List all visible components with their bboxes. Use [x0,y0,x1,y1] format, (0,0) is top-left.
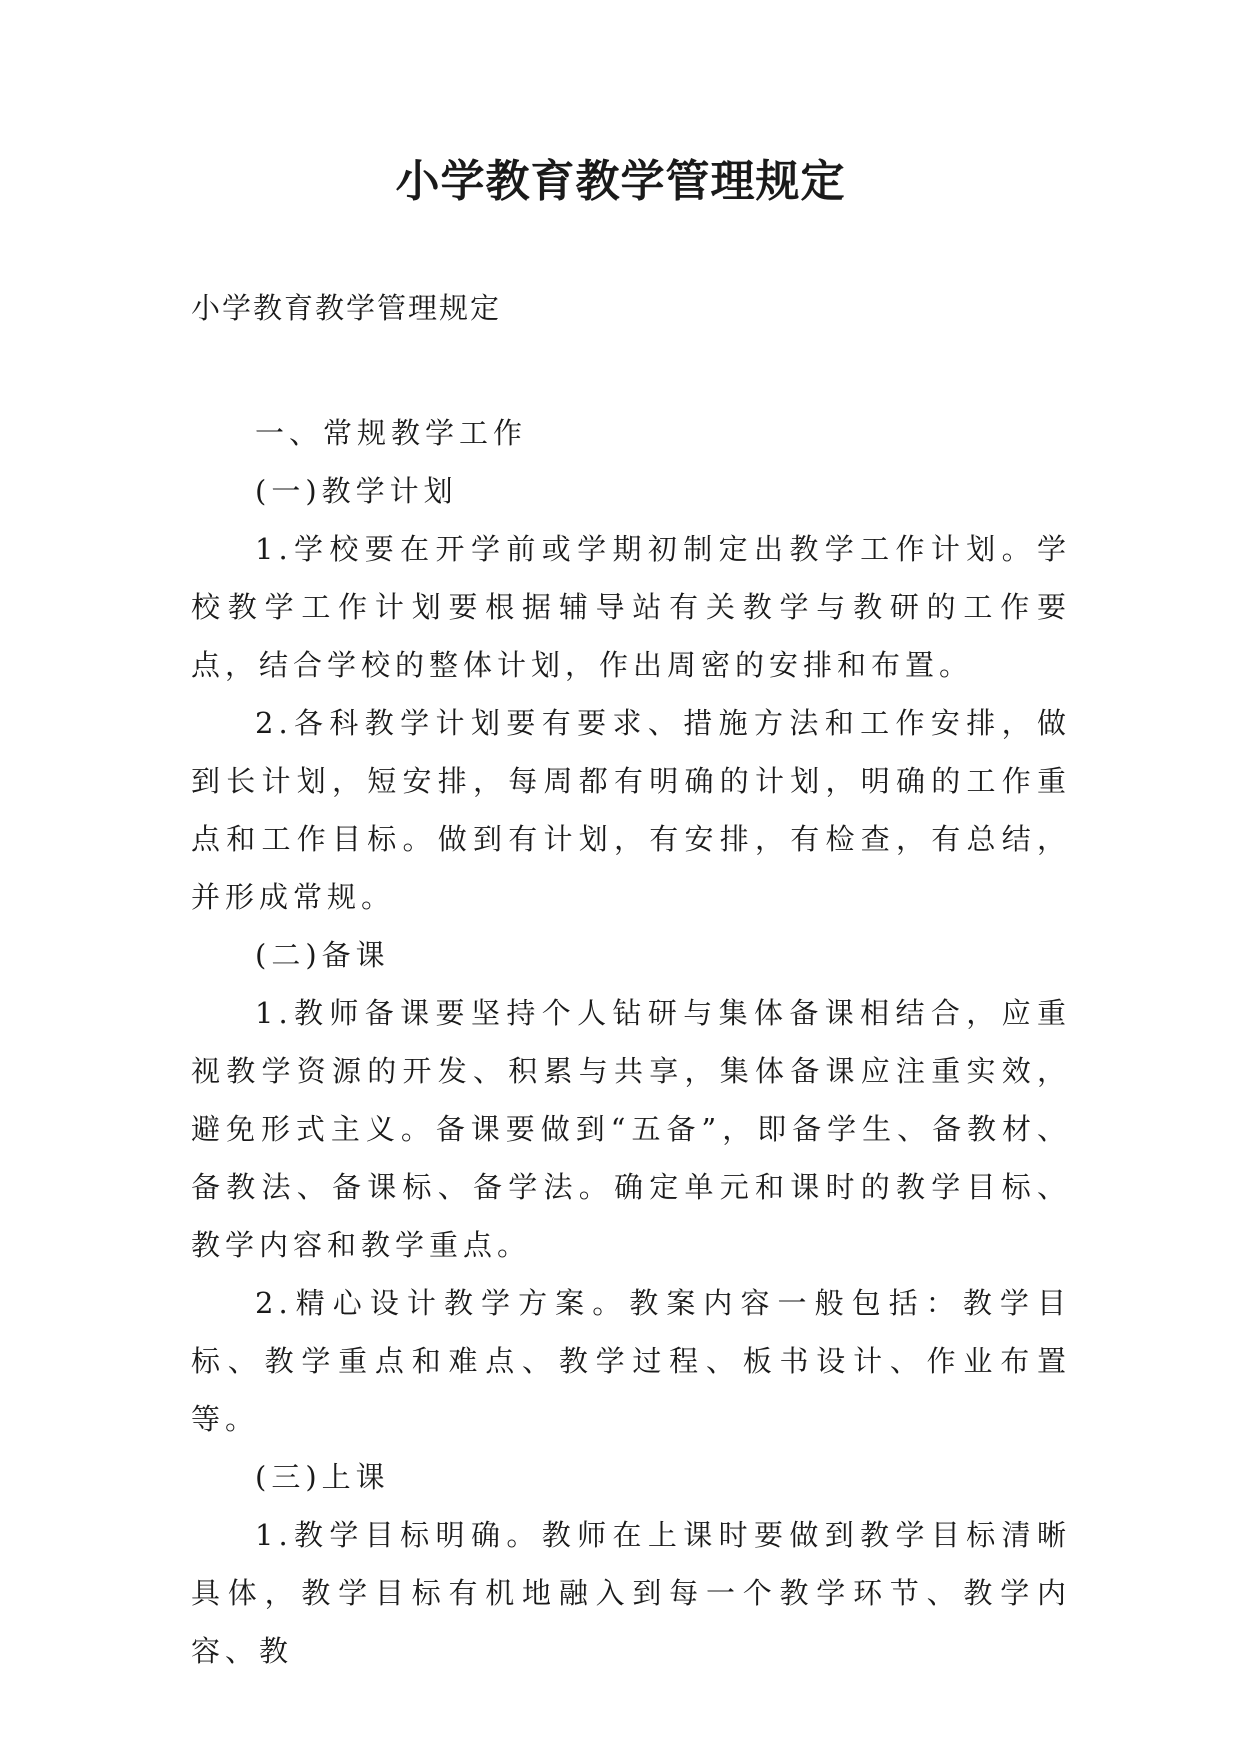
document-body [191,404,1071,1680]
section-heading: 一、常规教学工作 [255,416,528,450]
document-title: 小学教育教学管理规定 [395,156,846,207]
paragraph: 2.精心设计教学方案。教案内容一般包括：教学目标、教学重点和难点、教学过程、板书设计、作业布置等。 [191,1286,1071,1436]
document-subtitle: 小学教育教学管理规定 [191,291,502,325]
subsection-heading: (三)上课 [255,1460,390,1494]
paragraph: 1.教师备课要坚持个人钻研与集体备课相结合，应重视教学资源的开发、积累与共享，集体备课应注重实效，避免形式主义。备课要做到“五备”，即备学生、备教材、备教法、备课标、备学法。确定单元和课时的教学目标、教学内容和教学重点。 [191,996,1071,1262]
paragraph: 2.各科教学计划要有要求、措施方法和工作安排，做到长计划，短安排，每周都有明确的计划，明确的工作重点和工作目标。做到有计划，有安排，有检查，有总结，并形成常规。 [191,706,1071,914]
subsection-heading: (一)教学计划 [255,474,458,508]
paragraph: 1.教学目标明确。教师在上课时要做到教学目标清晰具体，教学目标有机地融入到每一个教学环节、教学内容、教 [191,1518,1071,1668]
paragraph: 1.学校要在开学前或学期初制定出教学工作计划。学校教学工作计划要根据辅导站有关教学与教研的工作要点，结合学校的整体计划，作出周密的安排和布置。 [191,532,1071,682]
subsection-heading: (二)备课 [255,938,390,972]
